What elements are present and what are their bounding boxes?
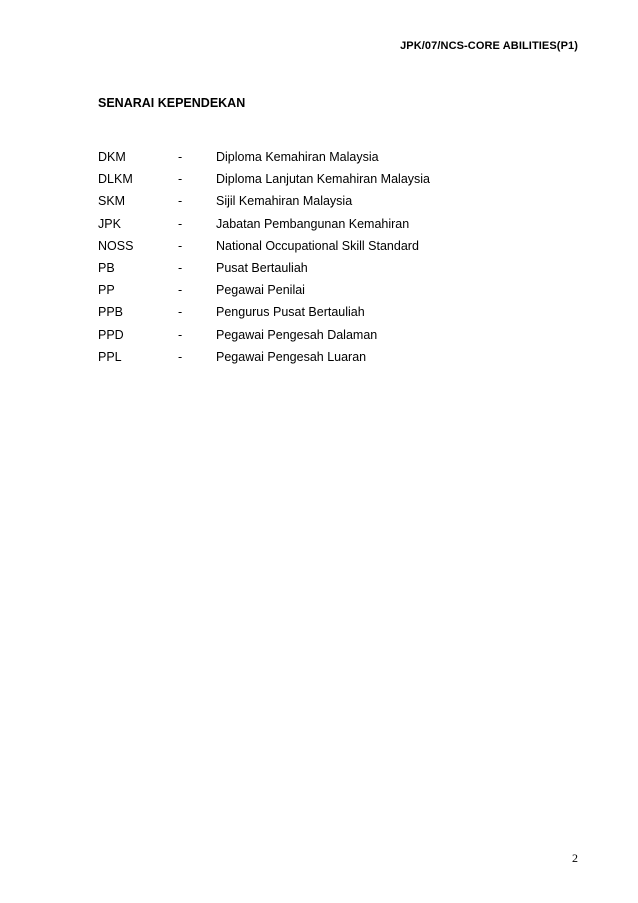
abbreviation-meaning: National Occupational Skill Standard [216,238,419,253]
abbreviation-row [98,146,430,168]
abbreviation-code: PPB [98,305,124,320]
abbreviation-separator: - [178,283,183,298]
page-number: 2 [572,851,578,865]
abbreviation-code: PPL [98,349,122,364]
abbreviation-separator: - [178,238,183,253]
abbreviation-separator: - [178,194,183,209]
abbreviation-meaning: Pusat Bertauliah [216,261,308,276]
document-code: JPK/07/NCS-CORE ABILITIES(P1) [400,40,578,52]
abbreviation-row [98,168,430,190]
abbreviation-meaning: Sijil Kemahiran Malaysia [216,194,353,209]
abbreviation-row [98,346,430,368]
abbreviation-code: JPK [98,216,121,231]
abbreviation-meaning: Pegawai Penilai [216,283,305,298]
abbreviation-separator: - [178,349,183,364]
abbreviation-code: PB [98,261,115,276]
abbreviation-row [98,257,430,279]
abbreviation-meaning: Diploma Kemahiran Malaysia [216,150,379,165]
abbreviation-code: PPD [98,327,124,342]
abbreviation-code: PP [98,283,115,298]
abbreviation-separator: - [178,172,183,187]
abbreviation-row [98,235,430,257]
abbreviation-list [98,146,430,368]
abbreviation-code: DKM [98,150,126,165]
abbreviation-row [98,301,430,323]
abbreviation-separator: - [178,327,183,342]
section-title: SENARAI KEPENDEKAN [98,96,246,110]
abbreviation-separator: - [178,216,183,231]
abbreviation-row [98,324,430,346]
abbreviation-row [98,279,430,301]
abbreviation-code: NOSS [98,238,134,253]
abbreviation-meaning: Pegawai Pengesah Dalaman [216,327,378,342]
abbreviation-separator: - [178,150,183,165]
abbreviation-row [98,213,430,235]
abbreviation-code: DLKM [98,172,133,187]
abbreviation-meaning: Jabatan Pembangunan Kemahiran [216,216,410,231]
abbreviation-meaning: Diploma Lanjutan Kemahiran Malaysia [216,172,431,187]
abbreviation-meaning: Pengurus Pusat Bertauliah [216,305,365,320]
abbreviation-separator: - [178,305,183,320]
abbreviation-code: SKM [98,194,126,209]
abbreviation-meaning: Pegawai Pengesah Luaran [216,349,367,364]
abbreviation-row [98,190,430,212]
abbreviation-separator: - [178,261,183,276]
